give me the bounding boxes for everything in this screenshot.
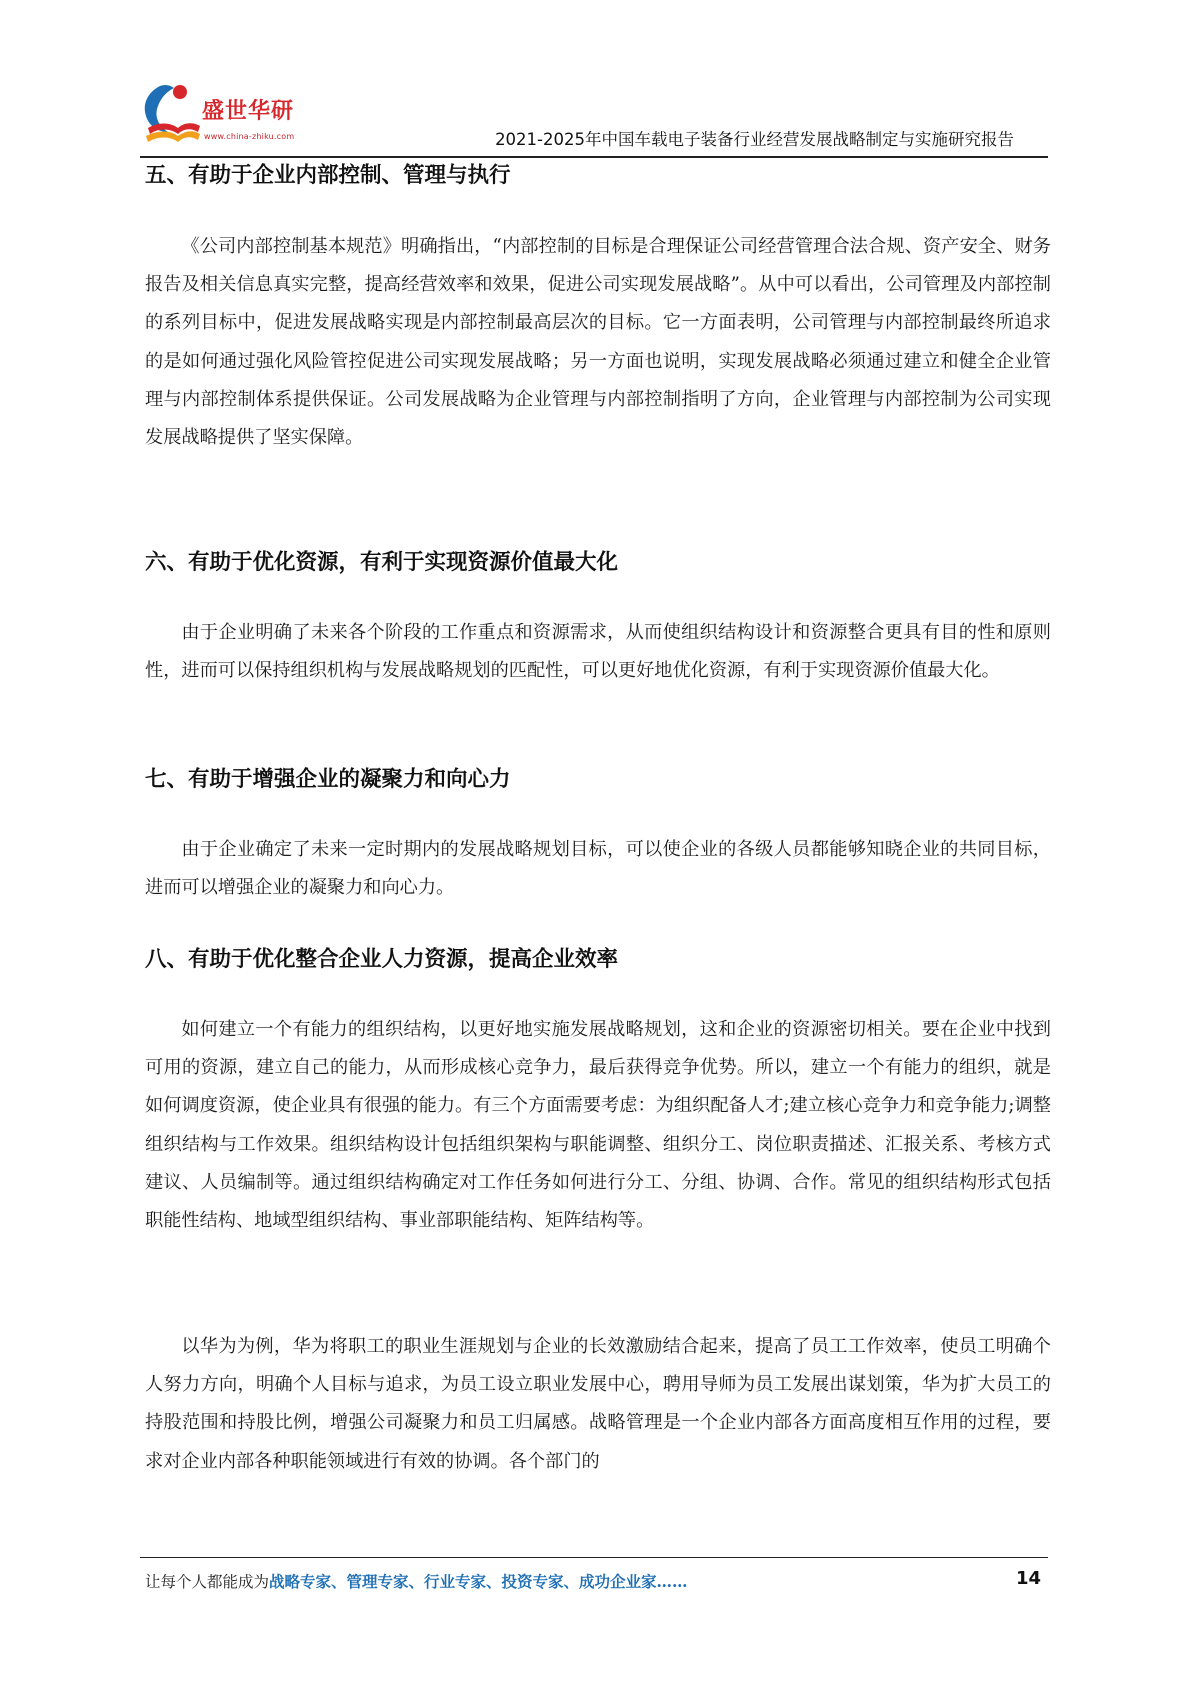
- page-number: 14: [1015, 1568, 1041, 1589]
- section-title-8: 八、有助于优化整合企业人力资源，提高企业效率: [145, 947, 619, 972]
- company-logo: [140, 80, 340, 150]
- logo-name: 盛世华研: [202, 99, 295, 124]
- section-8-paragraph-2: 以华为为例，华为将职工的职业生涯规划与企业的长效激励结合起来，提高了员工工作效率，使员工明确个人努力方向，明确个人目标与追求，为员工设立职业发展中心，聘用导师为员工发展出谋划策，华为扩大员工的持股范围和持股比例，增强公司凝聚力和员工归属感。战略管理是一个企业内部各方面高度相互作用的过程，要求对企业内部各种职能领域进行有效的协调。各个部门的: [145, 1336, 1051, 1472]
- footer-slogan-prefix: 让每个人都能成为: [145, 1573, 270, 1591]
- section-title-6: 六、有助于优化资源，有利于实现资源价值最大化: [145, 550, 619, 575]
- section-title-5: 五、有助于企业内部控制、管理与执行: [145, 163, 511, 188]
- section-title-7: 七、有助于增强企业的凝聚力和向心力: [145, 767, 511, 792]
- report-title: 2021-2025年中国车载电子装备行业经营发展战略制定与实施研究报告: [495, 130, 1014, 149]
- section-5-paragraph: 《公司内部控制基本规范》明确指出，“内部控制的目标是合理保证公司经营管理合法合规、资产安全、财务报告及相关信息真实完整，提高经营效率和效果，促进公司实现发展战略”。从中可以看出，公司管理及内部控制的系列目标中，促进发展战略实现是内部控制最高层次的目标。它一方面表明，公司管理与内部控制最终所追求的是如何通过强化风险管控促进公司实现发展战略；另一方面也说明，实现发展战略必须通过建立和健全企业管理与内部控制体系提供保证。公司发展战略为企业管理与内部控制指明了方向，企业管理与内部控制为公司实现发展战略提供了坚实保障。: [145, 236, 1051, 449]
- footer-slogan-highlight: 战略专家、管理专家、行业专家、投资专家、成功企业家……: [269, 1572, 688, 1591]
- footer-divider: [140, 1557, 1048, 1558]
- footer-slogan: [145, 1570, 688, 1592]
- logo-url: www.china-zhiku.com: [204, 132, 295, 141]
- section-7-paragraph: 由于企业确定了未来一定时期内的发展战略规划目标，可以使企业的各级人员都能够知晓企业的共同目标，进而可以增强企业的凝聚力和向心力。: [145, 839, 1051, 899]
- page-header: [140, 72, 1048, 158]
- section-8-paragraph-1: 如何建立一个有能力的组织结构，以更好地实施发展战略规划，这和企业的资源密切相关。要在企业中找到可用的资源，建立自己的能力，从而形成核心竞争力，最后获得竞争优势。所以，建立一个有能力的组织，就是如何调度资源，使企业具有很强的能力。有三个方面需要考虑：为组织配备人才;建立核心竞争力和竞争能力;调整组织结构与工作效果。组织结构设计包括组织架构与职能调整、组织分工、岗位职责描述、汇报关系、考核方式建议、人员编制等。通过组织结构确定对工作任务如何进行分工、分组、协调、合作。常见的组织结构形式包括职能性结构、地域型组织结构、事业部职能结构、矩阵结构等。: [145, 1019, 1051, 1232]
- section-6-paragraph: 由于企业明确了未来各个阶段的工作重点和资源需求，从而使组织结构设计和资源整合更具有目的性和原则性，进而可以保持组织机构与发展战略规划的匹配性，可以更好地优化资源，有利于实现资源价值最大化。: [145, 622, 1051, 682]
- logo-emblem-icon: [140, 82, 202, 146]
